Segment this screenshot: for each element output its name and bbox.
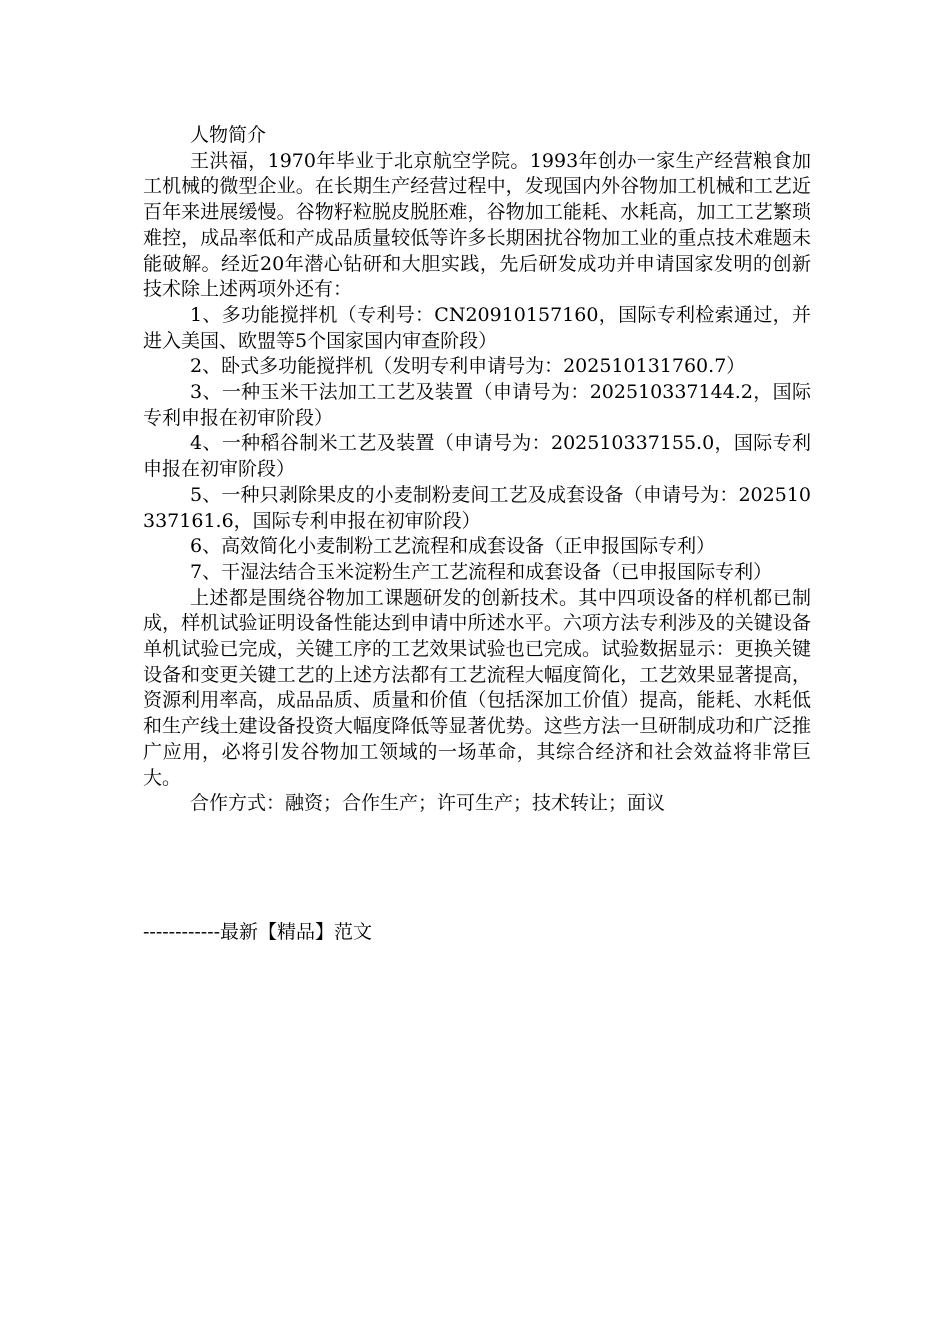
list-item-5: 5、一种只剥除果皮的小麦制粉麦间工艺及成套设备（申请号为：202510337161.6，国际专利申报在初审阶段）	[143, 483, 811, 532]
list-item-1: 1、多功能搅拌机（专利号：CN20910157160，国际专利检索通过，并进入美国、欧盟等5个国家国内审查阶段）	[143, 303, 811, 352]
list-item-2: 2、卧式多功能搅拌机（发明专利申请号为：202510131760.7）	[190, 355, 746, 378]
list-item-4: 4、一种稻谷制米工艺及装置（申请号为：202510337155.0，国际专利申报在初审阶段）	[143, 432, 811, 481]
list-item-6: 6、高效简化小麦制粉工艺流程和成套设备（正申报国际专利）	[190, 535, 716, 558]
document-body	[143, 123, 811, 817]
section-heading: 人物简介	[190, 124, 267, 146]
list-item-3: 3、一种玉米干法加工工艺及装置（申请号为：202510337144.2，国际专利申报在初审阶段）	[143, 381, 811, 429]
summary-paragraph: 上述都是围绕谷物加工课题研发的创新技术。其中四项设备的样机都已制成，样机试验证明设备性能达到申请中所述水平。六项方法专利涉及的关键设备单机试验已完成，关键工序的工艺效果试验也已完成。试验数据显示：更换关键设备和变更关键工艺的上述方法都有工艺流程大幅度简化，工艺效果显著提高，资源利用率高，成品品质、质量和价值（包括深加工价值）提高，能耗、水耗低和生产线土建设备投资大幅度降低等显著优势。这些方法一旦研制成功和广泛推广应用，必将引发谷物加工领域的一场革命，其综合经济和社会效益将非常巨大。	[143, 586, 811, 789]
cooperation-paragraph: 合作方式：融资；合作生产；许可生产；技术转让；面议	[190, 792, 666, 815]
intro-paragraph: 王洪福，1970年毕业于北京航空学院。1993年创办一家生产经营粮食加工机械的微型企业。在长期生产经营过程中，发现国内外谷物加工机械和工艺近百年来进展缓慢。谷物籽粒脱皮脱胚难，谷物加工能耗、水耗高，加工工艺繁琐难控，成品率低和产成品质量较低等许多长期困扰谷物加工业的重点技术难题未能破解。经近20年潜心钻研和大胆实践，先后研发成功并申请国家发明的创新技术除上述两项外还有：	[143, 149, 811, 301]
list-item-7: 7、干湿法结合玉米淀粉生产工艺流程和成套设备（已申报国际专利）	[190, 560, 773, 583]
footer-text: ------------最新【精品】范文	[143, 921, 373, 943]
